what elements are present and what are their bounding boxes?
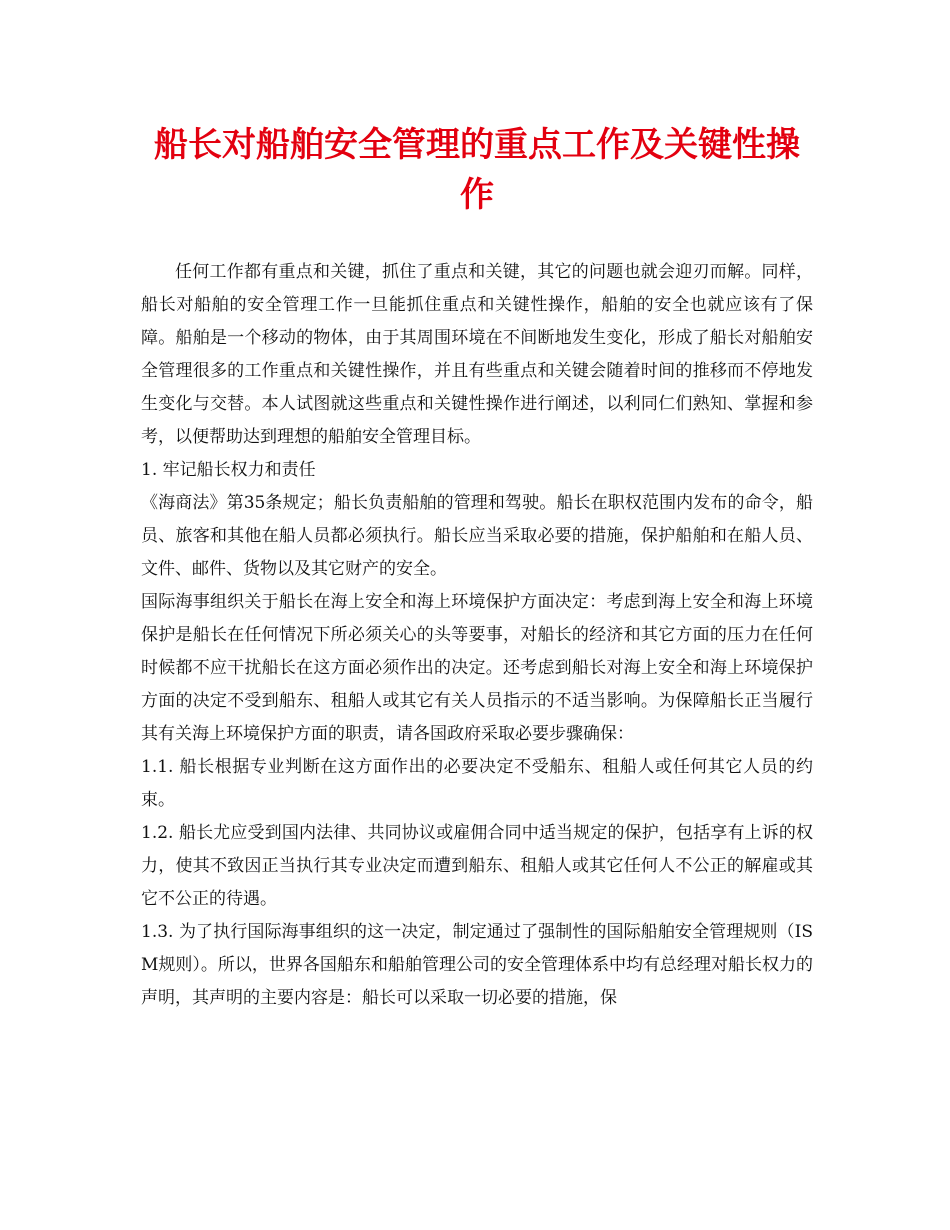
paragraph-item-1-1: 1.1. 船长根据专业判断在这方面作出的必要决定不受船东、租船人或任何其它人员的约束。 [141, 757, 813, 810]
paragraph-imo-resolution: 国际海事组织关于船长在海上安全和海上环境保护方面决定：考虑到海上安全和海上环境保护是船长在任何情况下所必须关心的头等要事，对船长的经济和其它方面的压力在任何时候都不应干扰船长在这方面必须作出的决定。还考虑到船长对海上安全和海上环境保护方面的决定不受到船东、租船人或其它有关人员指示的不适当影响。为保障船长正当履行其有关海上环境保护方面的职责，请各国政府采取必要步骤确保： [141, 592, 813, 744]
document-page [141, 120, 813, 1015]
document-body [141, 256, 813, 1015]
section-heading-1: 1. 牢记船长权力和责任 [141, 460, 316, 480]
paragraph-maritime-code: 《海商法》第35条规定；船长负责船舶的管理和驾驶。船长在职权范围内发布的命令，船员、旅客和其他在船人员都必须执行。船长应当采取必要的措施，保护船舶和在船人员、文件、邮件、货物以及其它财产的安全。 [141, 493, 813, 579]
paragraph-item-1-3: 1.3. 为了执行国际海事组织的这一决定，制定通过了强制性的国际船舶安全管理规则（ISM规则）。所以，世界各国船东和船舶管理公司的安全管理体系中均有总经理对船长权力的声明，其声明的主要内容是：船长可以采取一切必要的措施，保 [141, 922, 813, 1008]
paragraph-intro: 任何工作都有重点和关键，抓住了重点和关键，其它的问题也就会迎刃而解。同样，船长对船舶的安全管理工作一旦能抓住重点和关键性操作，船舶的安全也就应该有了保障。船舶是一个移动的物体，由于其周围环境在不间断地发生变化，形成了船长对船舶安全管理很多的工作重点和关键性操作，并且有些重点和关键会随着时间的推移而不停地发生变化与交替。本人试图就这些重点和关键性操作进行阐述，以利同仁们熟知、掌握和参考，以便帮助达到理想的船舶安全管理目标。 [141, 262, 813, 447]
paragraph-item-1-2: 1.2. 船长尤应受到国内法律、共同协议或雇佣合同中适当规定的保护，包括享有上诉的权力，使其不致因正当执行其专业决定而遭到船东、租船人或其它任何人不公正的解雇或其它不公正的待遇。 [141, 823, 813, 909]
document-title: 船长对船舶安全管理的重点工作及关键性操作 [154, 125, 800, 215]
